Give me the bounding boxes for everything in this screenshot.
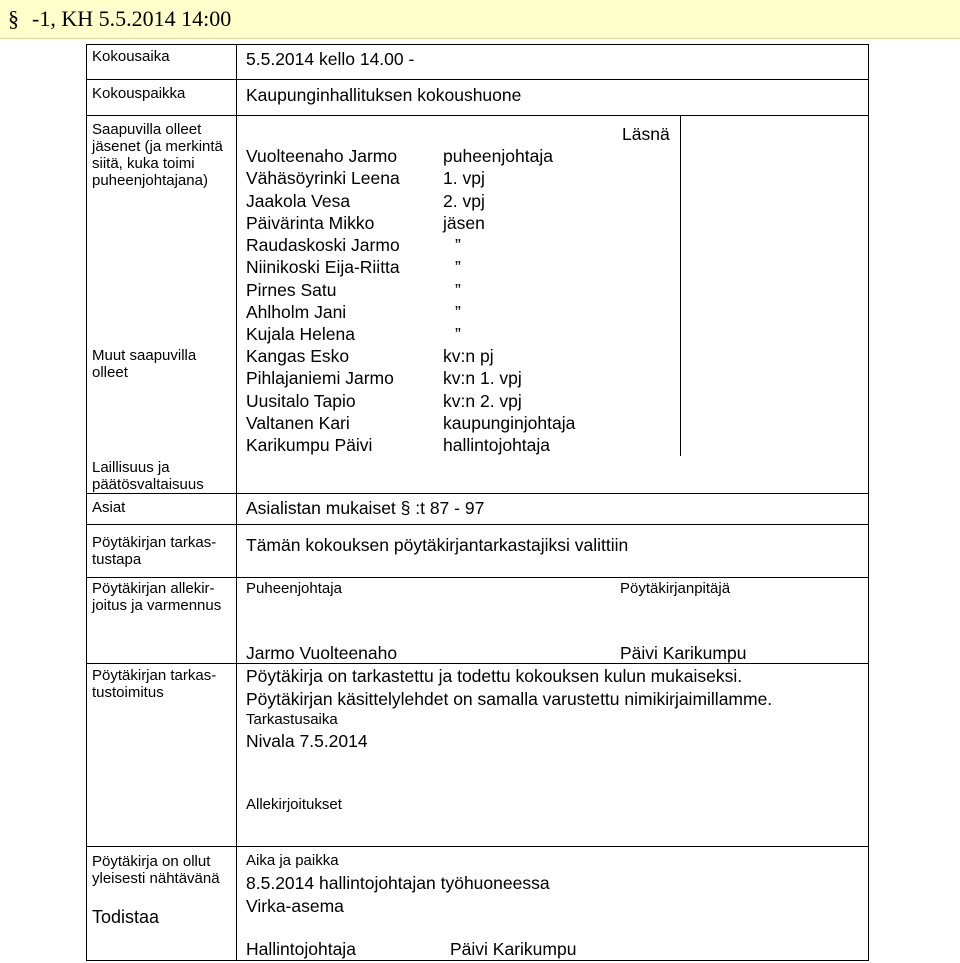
member-name: Päivärinta Mikko [246, 212, 375, 233]
allekirjoitukset-label: Allekirjoitukset [246, 796, 342, 813]
member-role: ” [455, 302, 461, 323]
secretary-name: Päivi Karikumpu [620, 643, 747, 663]
page-title: -1, KH 5.5.2014 14:00 [32, 6, 232, 31]
member-name: Vähäsöyrinki Leena [246, 168, 400, 189]
chair-title: Puheenjohtaja [246, 580, 342, 597]
member-name: Vuolteenaho Jarmo [246, 146, 398, 166]
asiat-value: Asialistan mukaiset § :t 87 - 97 [246, 498, 485, 518]
other-name: Pihlajaniemi Jarmo [246, 368, 394, 389]
secretary-title: Pöytäkirjanpitäjä [620, 580, 731, 597]
member-name: Niinikoski Eija-Riitta [246, 257, 400, 278]
laillisuus-label: Laillisuus ja päätösvaltaisuus [92, 459, 204, 493]
other-role: kaupunginjohtaja [443, 412, 576, 433]
others-roles [443, 345, 575, 456]
attendance-label: Saapuvilla olleet jäsenet (ja merkintä siitä, kuka toimi puheenjohtajana) [92, 121, 223, 189]
other-name: Valtanen Kari [246, 412, 350, 433]
presence-header: Läsnä [622, 124, 670, 144]
other-role: hallintojohtaja [443, 435, 551, 456]
tarkastustapa-value: Tämän kokouksen pöytäkirjantarkastajiksi valittiin [246, 535, 629, 555]
member-role: 1. vpj [443, 168, 485, 189]
other-role: kv:n 1. vpj [443, 368, 522, 389]
tarkastusaika-value: Nivala 7.5.2014 [246, 731, 368, 751]
kokousaika-label: Kokousaika [92, 48, 170, 65]
other-name: Uusitalo Tapio [246, 390, 356, 411]
asiat-label: Asiat [92, 499, 126, 516]
member-name: Ahlholm Jani [246, 302, 347, 323]
member-role: puheenjohtaja [443, 146, 553, 166]
other-name: Kangas Esko [246, 346, 350, 366]
kokouspaikka-label: Kokouspaikka [92, 85, 186, 102]
member-roles [443, 145, 553, 346]
tarkastus-line1: Pöytäkirja on tarkastettu ja todettu kokouksen kulun mukaiseksi. [246, 666, 743, 686]
member-role: jäsen [443, 212, 485, 233]
aika-paikka-label: Aika ja paikka [246, 852, 339, 869]
others-label: Muut saapuvilla olleet [92, 347, 197, 381]
member-role: 2. vpj [443, 190, 485, 211]
member-name: Raudaskoski Jarmo [246, 235, 400, 256]
others-names [246, 345, 394, 456]
other-role: kv:n pj [443, 346, 494, 366]
member-names [246, 145, 400, 346]
member-role: ” [455, 279, 461, 300]
nahtavana-label: Pöytäkirja on ollut yleisesti nähtävänä [92, 853, 220, 887]
member-name: Kujala Helena [246, 324, 355, 345]
tarkastusaika-label: Tarkastusaika [246, 711, 338, 728]
virka-asema-label: Virka-asema [246, 896, 344, 916]
other-role: kv:n 2. vpj [443, 390, 522, 411]
section-mark: § [8, 6, 19, 31]
tarkastus-line2: Pöytäkirjan käsittelylehdet on samalla varustettu nimikirjaimillamme. [246, 689, 773, 709]
member-name: Pirnes Satu [246, 279, 337, 300]
member-role: ” [455, 235, 461, 256]
kokouspaikka-value: Kaupunginhallituksen kokoushuone [246, 85, 522, 105]
header-bar [0, 0, 960, 39]
member-role: ” [455, 324, 461, 345]
aika-paikka-value: 8.5.2014 hallintojohtajan työhuoneessa [246, 873, 550, 893]
allekirjoitus-label: Pöytäkirjan allekir-joitus ja varmennus [92, 580, 222, 614]
todistaa-label: Todistaa [92, 907, 160, 927]
hallintojohtaja-value: Hallintojohtaja [246, 939, 356, 959]
chair-name: Jarmo Vuolteenaho [246, 643, 398, 663]
member-name: Jaakola Vesa [246, 190, 351, 211]
tarkastustapa-label: Pöytäkirjan tarkas-tustapa [92, 534, 217, 568]
tarkastustoimitus-label: Pöytäkirjan tarkas-tustoimitus [92, 667, 217, 701]
signer-name: Päivi Karikumpu [450, 939, 577, 959]
other-name: Karikumpu Päivi [246, 435, 373, 456]
kokousaika-value: 5.5.2014 kello 14.00 - [246, 49, 415, 69]
member-role: ” [455, 257, 461, 278]
